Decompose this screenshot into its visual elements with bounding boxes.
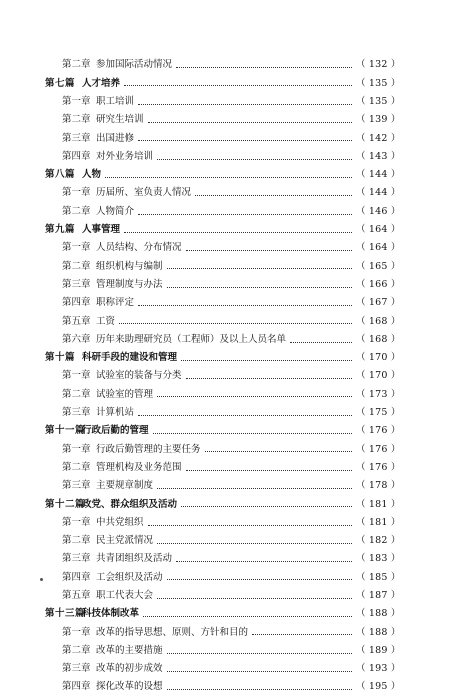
toc-entry-number: 第一章	[62, 626, 91, 638]
dot-leader	[176, 560, 352, 562]
toc-chapter-row	[0, 312, 450, 330]
toc-entry-title: 职称评定	[96, 297, 135, 309]
toc-page-number: （ 170 ）	[356, 352, 401, 364]
toc-chapter-row	[0, 330, 450, 348]
dot-leader	[167, 286, 352, 288]
toc-chapter-row	[0, 111, 450, 129]
toc-entry-number: 第四章	[62, 571, 91, 583]
toc-page-number: （ 132 ）	[356, 59, 401, 71]
toc-entry-title: 历年来助理研究员（工程师）及以上人员名单	[96, 333, 287, 345]
dot-leader	[157, 395, 352, 397]
toc-entry-title: 人才培养	[82, 77, 121, 89]
dot-leader	[167, 670, 352, 672]
toc-page-number: （ 168 ）	[356, 315, 401, 327]
toc-part-row	[0, 166, 450, 184]
toc-part-row	[0, 349, 450, 367]
toc-entry-number: 第二章	[62, 644, 91, 656]
toc-entry-title: 民主党派情况	[96, 535, 154, 547]
toc-entry-title: 主要规章制度	[96, 480, 154, 492]
dot-leader	[119, 322, 352, 324]
toc-page-number: （ 189 ）	[356, 644, 401, 656]
table-of-contents	[0, 56, 450, 696]
toc-entry-title: 科研手段的建设和管理	[82, 352, 178, 364]
toc-page-number: （ 188 ）	[356, 626, 401, 638]
dot-leader	[205, 450, 352, 452]
toc-page-number: （ 142 ）	[356, 132, 401, 144]
toc-entry-number: 第六章	[62, 333, 91, 345]
dot-leader	[195, 194, 352, 196]
toc-entry-number: 第二章	[62, 461, 91, 473]
toc-chapter-row	[0, 660, 450, 678]
toc-page-number: （ 181 ）	[356, 498, 401, 510]
dot-leader	[181, 359, 352, 361]
dot-leader	[148, 121, 352, 123]
toc-chapter-row	[0, 477, 450, 495]
toc-part-row	[0, 495, 450, 513]
scan-speck	[40, 578, 43, 581]
toc-page-number: （ 182 ）	[356, 535, 401, 547]
toc-page-number: （ 183 ）	[356, 553, 401, 565]
toc-entry-number: 第二章	[62, 114, 91, 126]
toc-entry-title: 行政后勤管理的主要任务	[96, 443, 201, 455]
dot-leader	[181, 505, 352, 507]
dot-leader	[167, 688, 352, 690]
dot-leader	[167, 267, 352, 269]
toc-entry-number: 第十二篇	[45, 498, 86, 510]
dot-leader	[167, 578, 352, 580]
toc-entry-number: 第十三篇	[45, 608, 86, 620]
toc-entry-title: 试验室的管理	[96, 388, 154, 400]
toc-entry-number: 第二章	[62, 260, 91, 272]
dot-leader	[138, 103, 352, 105]
toc-entry-number: 第九篇	[45, 224, 76, 236]
toc-entry-number: 第五章	[62, 315, 91, 327]
toc-part-row	[0, 422, 450, 440]
toc-entry-number: 第一章	[62, 370, 91, 382]
toc-entry-number: 第一章	[62, 95, 91, 107]
toc-page-number: （ 178 ）	[356, 480, 401, 492]
toc-entry-number: 第一章	[62, 242, 91, 254]
dot-leader	[157, 487, 352, 489]
dot-leader	[186, 249, 352, 251]
dot-leader	[138, 213, 352, 215]
toc-page-number: （ 176 ）	[356, 425, 401, 437]
toc-chapter-row	[0, 404, 450, 422]
toc-entry-number: 第三章	[62, 278, 91, 290]
toc-chapter-row	[0, 129, 450, 147]
toc-entry-title: 试验室的装备与分类	[96, 370, 182, 382]
toc-entry-number: 第一章	[62, 443, 91, 455]
dot-leader	[124, 84, 352, 86]
toc-page-number: （ 187 ）	[356, 590, 401, 601]
toc-entry-title: 历届所、室负责人情况	[96, 187, 192, 199]
toc-page-number: （ 167 ）	[356, 297, 401, 309]
toc-entry-number: 第四章	[62, 681, 91, 693]
toc-entry-title: 参加国际活动情况	[96, 59, 173, 71]
toc-page-number: （ 139 ）	[356, 114, 401, 126]
toc-entry-title: 管理制度与办法	[96, 278, 163, 290]
dot-leader	[290, 341, 352, 343]
dot-leader	[157, 542, 352, 544]
toc-entry-title: 行政后勤的管理	[82, 425, 149, 437]
toc-entry-title: 职工代表大会	[96, 590, 154, 601]
toc-page-number: （ 135 ）	[356, 77, 401, 89]
dot-leader	[252, 633, 352, 635]
toc-entry-number: 第一章	[62, 187, 91, 199]
toc-page-number: （ 175 ）	[356, 407, 401, 419]
dot-leader	[186, 377, 352, 379]
toc-chapter-row	[0, 257, 450, 275]
toc-chapter-row	[0, 367, 450, 385]
dot-leader	[167, 652, 352, 654]
toc-page-number: （ 193 ）	[356, 663, 401, 675]
toc-entry-number: 第三章	[62, 132, 91, 144]
toc-chapter-row	[0, 678, 450, 696]
toc-entry-number: 第三章	[62, 553, 91, 565]
dot-leader	[138, 139, 352, 141]
toc-chapter-row	[0, 202, 450, 220]
toc-entry-title: 探化改革的设想	[96, 681, 163, 693]
toc-entry-title: 政党、群众组织及活动	[82, 498, 178, 510]
toc-entry-number: 第三章	[62, 480, 91, 492]
toc-entry-number: 第二章	[62, 388, 91, 400]
toc-entry-title: 对外业务培训	[96, 150, 154, 162]
toc-entry-title: 共青团组织及活动	[96, 553, 173, 565]
toc-entry-number: 第一章	[62, 516, 91, 528]
dot-leader	[186, 469, 352, 471]
toc-page-number: （ 173 ）	[356, 388, 401, 400]
toc-chapter-row	[0, 385, 450, 403]
toc-chapter-row	[0, 294, 450, 312]
toc-page-number: （ 195 ）	[356, 681, 401, 693]
toc-entry-number: 第十一篇	[45, 425, 86, 437]
toc-page-number: （ 144 ）	[356, 187, 401, 199]
toc-chapter-row	[0, 239, 450, 257]
toc-page-number: （ 168 ）	[356, 333, 401, 345]
toc-entry-number: 第四章	[62, 297, 91, 309]
toc-page-number: （ 143 ）	[356, 150, 401, 162]
toc-chapter-row	[0, 276, 450, 294]
toc-chapter-row	[0, 623, 450, 641]
toc-chapter-row	[0, 93, 450, 111]
dot-leader	[157, 158, 352, 160]
toc-entry-number: 第二章	[62, 205, 91, 217]
toc-entry-title: 改革的初步成效	[96, 663, 163, 675]
dot-leader	[153, 432, 352, 434]
toc-page-number: （ 185 ）	[356, 571, 401, 583]
toc-page-number: （ 170 ）	[356, 370, 401, 382]
toc-entry-number: 第二章	[62, 535, 91, 547]
toc-page-number: （ 164 ）	[356, 242, 401, 254]
toc-page-number: （ 181 ）	[356, 516, 401, 528]
toc-part-row	[0, 74, 450, 92]
dot-leader	[105, 176, 352, 178]
toc-entry-title: 工资	[96, 315, 116, 327]
toc-entry-number: 第十篇	[45, 352, 76, 364]
toc-chapter-row	[0, 184, 450, 202]
toc-part-row	[0, 605, 450, 623]
toc-entry-title: 管理机构及业务范围	[96, 461, 182, 473]
toc-entry-title: 人物	[82, 169, 102, 181]
toc-page-number: （ 176 ）	[356, 461, 401, 473]
toc-page-number: （ 146 ）	[356, 205, 401, 217]
toc-page-number: （ 176 ）	[356, 443, 401, 455]
toc-entry-title: 人事管理	[82, 224, 121, 236]
toc-chapter-row	[0, 587, 450, 605]
dot-leader	[124, 231, 352, 233]
toc-chapter-row	[0, 550, 450, 568]
toc-entry-title: 职工培训	[96, 95, 135, 107]
toc-entry-title: 出国进修	[96, 132, 135, 144]
toc-entry-title: 人员结构、分布情况	[96, 242, 182, 254]
toc-entry-number: 第三章	[62, 663, 91, 675]
toc-entry-title: 组织机构与编制	[96, 260, 163, 272]
dot-leader	[157, 597, 352, 599]
toc-entry-number: 第二章	[62, 59, 91, 71]
dot-leader	[176, 66, 352, 68]
toc-entry-title: 科技体制改革	[82, 608, 140, 620]
toc-page-number: （ 188 ）	[356, 608, 401, 620]
toc-entry-title: 计算机站	[96, 407, 135, 419]
toc-chapter-row	[0, 459, 450, 477]
toc-chapter-row	[0, 56, 450, 74]
toc-page-number: （ 165 ）	[356, 260, 401, 272]
toc-page-number: （ 166 ）	[356, 278, 401, 290]
toc-chapter-row	[0, 568, 450, 586]
toc-entry-number: 第四章	[62, 150, 91, 162]
toc-entry-number: 第七篇	[45, 77, 76, 89]
toc-entry-number: 第五章	[62, 590, 91, 601]
toc-entry-title: 中共党组织	[96, 516, 144, 528]
toc-entry-title: 改革的主要措施	[96, 644, 163, 656]
dot-leader	[138, 414, 352, 416]
toc-chapter-row	[0, 532, 450, 550]
toc-chapter-row	[0, 147, 450, 165]
toc-chapter-row	[0, 513, 450, 531]
toc-entry-title: 研究生培训	[96, 114, 144, 126]
toc-part-row	[0, 221, 450, 239]
toc-page-number: （ 164 ）	[356, 224, 401, 236]
dot-leader	[138, 304, 352, 306]
toc-entry-title: 人物简介	[96, 205, 135, 217]
toc-entry-number: 第三章	[62, 407, 91, 419]
dot-leader	[148, 524, 352, 526]
toc-page-number: （ 144 ）	[356, 169, 401, 181]
dot-leader	[143, 615, 352, 617]
toc-page-number: （ 135 ）	[356, 95, 401, 107]
toc-entry-title: 改革的指导思想、原则、方针和目的	[96, 626, 249, 638]
toc-chapter-row	[0, 440, 450, 458]
toc-entry-number: 第八篇	[45, 169, 76, 181]
toc-chapter-row	[0, 642, 450, 660]
toc-entry-title: 工会组织及活动	[96, 571, 163, 583]
